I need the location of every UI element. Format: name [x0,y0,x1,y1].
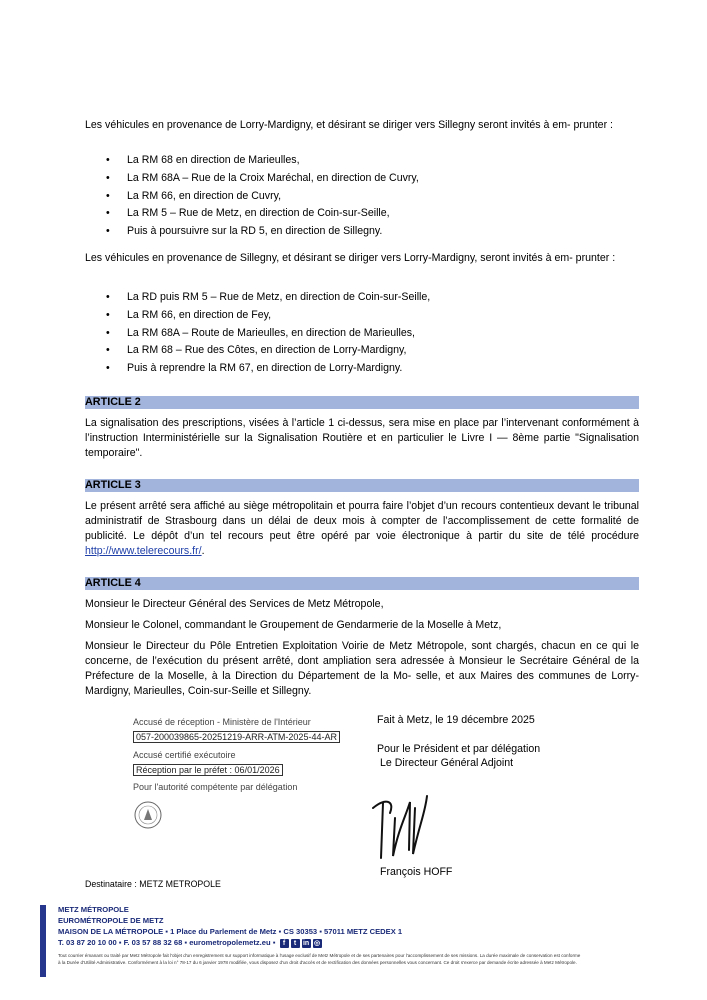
footer-brand-bar [40,905,46,977]
list-item: • Puis à poursuivre sur la RD 5, en direction de Sillegny. [85,223,639,241]
bullet-icon: • [106,171,110,184]
facebook-icon[interactable]: f [280,939,289,948]
list-item: • La RM 68A – Route de Marieulles, en direction de Marieulles, [85,325,639,343]
list-item: • La RM 68 – Rue des Côtes, en direction de Lorry-Mardigny, [85,342,639,360]
list-item: • La RM 66, en direction de Cuvry, [85,188,639,206]
receipt-stamp-line-2 [133,732,340,742]
recipient: Destinataire : METZ METROPOLE [85,879,221,889]
article-4-para-2: Monsieur le Colonel, commandant le Groupement de Gendarmerie de la Moselle à Metz, [85,619,502,631]
article-2-heading: ARTICLE 2 [85,396,639,409]
telerecours-link[interactable]: http://www.telerecours.fr/ [85,545,202,557]
bullet-icon: • [106,308,110,321]
instagram-icon[interactable]: ◎ [314,939,321,947]
bullet-icon: • [106,225,110,238]
receipt-id: 057-200039865-20251219-ARR-ATM-2025-44-AR [133,731,340,743]
footer-legal-1: Tout courrier émanant ou traité par Metz Métropole fait l'objet d'un enregistrement sur support informatique à l'usage exclusif de Metz Métropole et de ses partenaires pour l'accomplissement de ses missions. La durée maximale de conservation est conforme [58,953,581,958]
footer-eurometropole: EUROMÉTROPOLE DE METZ [58,916,164,925]
bullet-icon: • [106,154,110,166]
intro-paragraph-2: Les véhicules en provenance de Sillegny, et désirant se diriger vers Lorry-Mardigny, seront invités à em- prunter : [85,252,616,264]
article-3-text: Le présent arrêté sera affiché au siège métropolitain et pourra faire l’objet d’un recours contentieux devant le tribunal administratif de Strasbourg dans un délai de deux mois à compter de l’accomplissement de cette formalité de publicité. Le dépôt d’un tel recours peut être opéré par voie électronique à partir du site de télé procédure http://www.telerecours.fr/. [85,500,639,557]
signature-title: Le Directeur Général Adjoint [380,757,514,769]
footer-legal-2: à la Durée d'Utilité Administrative. Conformément à la loi n° 78-17 du 6 janvier 1978 modifiée, vous disposez d'un droit d'accès et de rectification des données personnelles vous concernant. Ce droit s'exerce par demande écrite adressée à Metz Métropole. [58,960,577,965]
linkedin-icon[interactable]: in [302,939,310,947]
marianne-seal-icon [133,800,163,830]
signature-delegation: Pour le Président et par délégation [377,743,541,755]
list-item: • La RM 5 – Rue de Metz, en direction de Coin-sur-Seille, [85,205,639,223]
signatory-name: François HOFF [380,866,453,878]
article-3-heading: ARTICLE 3 [85,479,639,492]
receipt-stamp-line-3: Accusé certifié exécutoire [133,750,236,760]
receipt-stamp-line-1: Accusé de réception - Ministère de l'Intérieur [133,717,311,727]
handwritten-signature [365,788,435,868]
route-list-1 [85,152,639,241]
list-item: • La RM 68A – Rue de la Croix Maréchal, en direction de Cuvry, [85,170,639,188]
footer-address: MAISON DE LA MÉTROPOLE ▪ 1 Place du Parlement de Metz ▪ CS 30353 ▪ 57011 METZ CEDEX 1 [58,927,403,936]
intro-paragraph-1: Les véhicules en provenance de Lorry-Mardigny, et désirant se diriger vers Sillegny seront invités à em- prunter : [85,119,613,131]
receipt-stamp-line-4 [133,765,283,775]
route-list-2 [85,289,639,378]
footer-contact: T. 03 87 20 10 00 ▪ F. 03 57 88 32 68 ▪ eurometropolemetz.eu ▪ f t in ◎ [58,938,321,947]
article-2-text: La signalisation des prescriptions, visées à l’article 1 ci-dessus, sera mise en place par l’intervenant conformément à l’instruction Interministérielle sur la Signalisation Routière et en particulier le Livre I — 8ème partie "Signalisation temporaire". [85,417,639,459]
twitter-icon[interactable]: t [291,939,300,948]
place-date: Fait à Metz, le 19 décembre 2025 [377,714,535,726]
list-item: • La RD puis RM 5 – Rue de Metz, en direction de Coin-sur-Seille, [85,289,639,307]
footer-org: METZ MÉTROPOLE [58,905,129,914]
list-item: • La RM 68 en direction de Marieulles, [85,152,639,170]
bullet-icon: • [106,344,110,357]
bullet-icon: • [106,362,110,375]
bullet-icon: • [106,326,110,339]
bullet-icon: • [106,189,110,202]
bullet-icon: • [106,291,110,303]
prefect-reception-date: Réception par le préfet : 06/01/2026 [133,764,283,776]
receipt-stamp-line-5: Pour l'autorité compétente par délégation [133,782,298,792]
bullet-icon: • [106,207,110,220]
article-4-heading: ARTICLE 4 [85,577,639,590]
list-item: • Puis à reprendre la RM 67, en direction de Lorry-Mardigny. [85,360,639,378]
list-item: • La RM 66, en direction de Fey, [85,307,639,325]
article-4-para-1: Monsieur le Directeur Général des Services de Metz Métropole, [85,598,384,610]
article-4-para-3: Monsieur le Directeur du Pôle Entretien Exploitation Voirie de Metz Métropole, sont chargés, chacun en ce qui le concerne, de l’exécution du présent arrêté, dont ampliation sera adressée à Monsieur le Secrétaire Général de la Préfecture de la Moselle, à la Direction du Département de la Mo- selle, et aux Maires des communes de Lorry-Mardigny, Marieulles, Coin-sur-Seille et Sillegny. [85,640,639,697]
